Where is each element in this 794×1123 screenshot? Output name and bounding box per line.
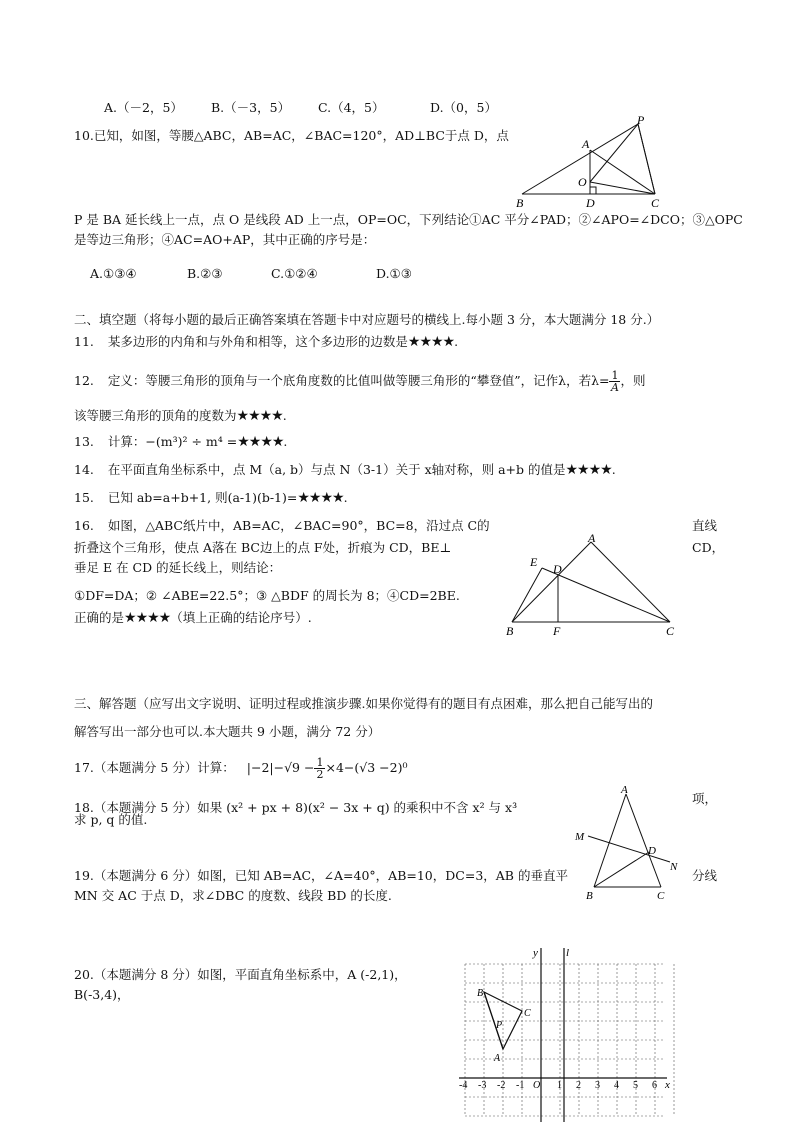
q14-text: 在平面直角坐标系中，点 M（a, b）与点 N（3-1）关于 x轴对称，则 a+b 的值是 xyxy=(107,462,566,477)
q14-number: 14. xyxy=(74,462,94,477)
q16-number: 16. xyxy=(74,518,94,533)
grid-label-p: P xyxy=(496,1020,503,1031)
q20-line2: B(-3,4)， xyxy=(74,987,130,1002)
q18-line1: 18.（本题满分 5 分）如果 (x² + px + 8)(x² − 3x + q) 的乘积中不含 x² 与 x³ xyxy=(74,800,518,815)
grid-label-c: C xyxy=(524,1008,531,1019)
q19-line2: MN 交 AC 于点 D，求∠DBC 的度数、线段 BD 的长度. xyxy=(74,888,392,903)
q15-text: 已知 ab=a+b+1, 则(a-1)(b-1)= xyxy=(107,490,298,505)
grid-y-label: y xyxy=(533,947,538,959)
q10-option-a: A.①③④ xyxy=(90,266,137,281)
q10-label-d: D xyxy=(586,196,595,210)
grid-x-tick: 6 xyxy=(652,1080,657,1091)
q12-line2-text: 该等腰三角形的顶角的度数为 xyxy=(74,408,237,423)
q17-expr-b: ×4−(√3 −2)⁰ xyxy=(325,760,408,775)
q10-option-b: B.②③ xyxy=(187,266,223,281)
grid-label-a: A xyxy=(494,1053,501,1064)
q13-number: 13. xyxy=(74,434,94,449)
grid-x-tick: -2 xyxy=(497,1080,506,1091)
q17-text: 17.（本题满分 5 分）计算： xyxy=(74,760,235,775)
q14-blank: ★★★★ xyxy=(565,462,612,478)
q19-label-m: M xyxy=(575,831,585,843)
q10-label-p: P xyxy=(637,114,645,127)
q17-expr-a: |−2|−√9 − xyxy=(246,760,315,775)
q15-blank: ★★★★ xyxy=(297,490,344,506)
q16-line5b: （填上正确的结论序号）. xyxy=(170,610,312,625)
q19-line1: 19.（本题满分 6 分）如图，已知 AB=AC，∠A=40°，AB=10，DC=3，AB 的垂直平 xyxy=(74,868,568,883)
q12-frac-num: 1 xyxy=(611,369,619,382)
q11-text: 某多边形的内角和与外角和相等，这个多边形的边数是 xyxy=(107,334,408,349)
q18-19-triangle-figure xyxy=(566,780,686,906)
q10-line1: 10.已知，如图，等腰△ABC，AB=AC，∠BAC=120°，AD⊥BC于点 D，点 xyxy=(74,128,509,143)
q13 xyxy=(74,434,287,450)
q16-label-b: B xyxy=(506,624,514,638)
q10-triangle-figure xyxy=(508,114,678,210)
q12-line2 xyxy=(74,408,287,424)
grid-x-tick: -3 xyxy=(478,1080,487,1091)
q16-line2: 折叠这个三角形，使点 A落在 BC边上的点 F处，折痕为 CD，BE⊥ xyxy=(74,540,452,555)
q16-line1-text: 如图，△ABC纸片中，AB=AC，∠BAC=90°，BC=8，沿过点 C的 xyxy=(107,518,490,533)
q16-line4: ①DF=DA；② ∠ABE=22.5°；③ △BDF 的周长为 8；④CD=2BE. xyxy=(74,588,460,603)
section2-heading: 二、填空题（将每小题的最后正确答案填在答题卡中对应题号的横线上.每小题 3 分，本大题满分 18 分.） xyxy=(74,312,660,327)
grid-x-tick: -4 xyxy=(459,1080,468,1091)
q19-label-b: B xyxy=(586,890,593,902)
q9-option-d: D.（0，5） xyxy=(430,100,497,115)
q12-text-end: ，则 xyxy=(620,373,646,388)
q16-label-e: E xyxy=(530,555,538,569)
grid-l-label: l xyxy=(566,947,570,959)
q15-end: . xyxy=(343,490,348,505)
q14-end: . xyxy=(611,462,616,477)
q10-label-o: O xyxy=(578,175,587,189)
q12-end: . xyxy=(282,408,287,423)
q17-fraction xyxy=(314,757,325,780)
q16-label-c: C xyxy=(666,624,675,638)
q10-label-b: B xyxy=(516,196,524,210)
q16-label-a: A xyxy=(588,531,596,545)
q18-line1-right: 项， xyxy=(692,791,718,806)
grid-x-tick: 1 xyxy=(557,1080,562,1091)
q16-line5a: 正确的是 xyxy=(74,610,125,625)
q13-blank: ★★★★ xyxy=(237,434,284,450)
q12-frac-den: A xyxy=(611,381,619,394)
q13-end: . xyxy=(283,434,288,449)
q9-option-c: C.（4，5） xyxy=(318,100,385,115)
q9-option-b: B.（－3，5） xyxy=(211,100,291,115)
q12-fraction xyxy=(609,370,620,393)
q16-label-f: F xyxy=(553,624,561,638)
q11-number: 11. xyxy=(74,334,94,349)
q11-blank: ★★★★ xyxy=(407,334,455,350)
q17 xyxy=(74,757,407,780)
q20-coordinate-grid xyxy=(455,944,677,1122)
q10-line3: 是等边三角形；④AC=AO+AP，其中正确的序号是： xyxy=(74,232,376,247)
q10-label-a: A xyxy=(582,137,590,151)
grid-origin-label: O xyxy=(533,1080,541,1091)
q15 xyxy=(74,490,348,506)
grid-x-tick: 3 xyxy=(595,1080,600,1091)
q9-option-a: A.（－2，5） xyxy=(104,100,183,115)
grid-label-b: B xyxy=(477,988,484,999)
q16-line1-right: 直线 xyxy=(692,518,718,533)
q10-option-d: D.①③ xyxy=(376,266,412,281)
grid-x-tick: -1 xyxy=(516,1080,525,1091)
q11 xyxy=(74,334,458,350)
q12-blank: ★★★★ xyxy=(236,408,283,424)
q16-blank: ★★★★ xyxy=(124,610,171,626)
q17-frac-den: 2 xyxy=(316,768,324,781)
q10-label-c: C xyxy=(651,196,660,210)
q19-label-d: D xyxy=(648,845,656,857)
q20-line1: 20.（本题满分 8 分）如图，平面直角坐标系中，A (-2,1)， xyxy=(74,967,407,982)
q12-text: 定义：等腰三角形的顶角与一个底角度数的比值叫做等腰三角形的“攀登值”，记作λ，若λ= xyxy=(107,373,610,388)
q15-number: 15. xyxy=(74,490,94,505)
q11-end: . xyxy=(454,334,459,349)
q16-line5 xyxy=(74,610,312,626)
q10-line2: P 是 BA 延长线上一点，点 O 是线段 AD 上一点，OP=OC，下列结论①AC 平分∠PAD；②∠APO=∠DCO；③△OPC xyxy=(74,212,743,227)
grid-x-tick: 4 xyxy=(614,1080,619,1091)
section3-line2: 解答写出一部分也可以.本大题共 9 小题，满分 72 分） xyxy=(74,724,381,739)
grid-x-label: x xyxy=(665,1079,670,1091)
q12-number: 12. xyxy=(74,373,94,388)
q19-label-n: N xyxy=(670,861,678,873)
q13-text: 计算：−(m³)² ÷ m⁴ = xyxy=(107,434,238,449)
q18-line2: 求 p, q 的值. xyxy=(74,812,148,827)
q19-label-a: A xyxy=(621,784,628,796)
grid-x-tick: 2 xyxy=(576,1080,581,1091)
grid-x-tick: 5 xyxy=(633,1080,638,1091)
q14 xyxy=(74,462,616,478)
section3-line1: 三、解答题（应写出文字说明、证明过程或推演步骤.如果你觉得有的题目有点困难，那么把自己能写出的 xyxy=(74,696,653,711)
q19-line1-right: 分线 xyxy=(692,868,718,883)
q16-line3: 垂足 E 在 CD 的延长线上，则结论： xyxy=(74,560,282,575)
q16-label-d: D xyxy=(553,562,562,576)
q10-option-c: C.①②④ xyxy=(271,266,318,281)
q16-fold-figure xyxy=(500,530,690,640)
q12 xyxy=(74,370,646,393)
q19-label-c: C xyxy=(657,890,665,902)
q17-frac-num: 1 xyxy=(316,756,324,769)
q16-line1 xyxy=(74,518,490,534)
q16-line2-right: CD， xyxy=(692,540,725,555)
